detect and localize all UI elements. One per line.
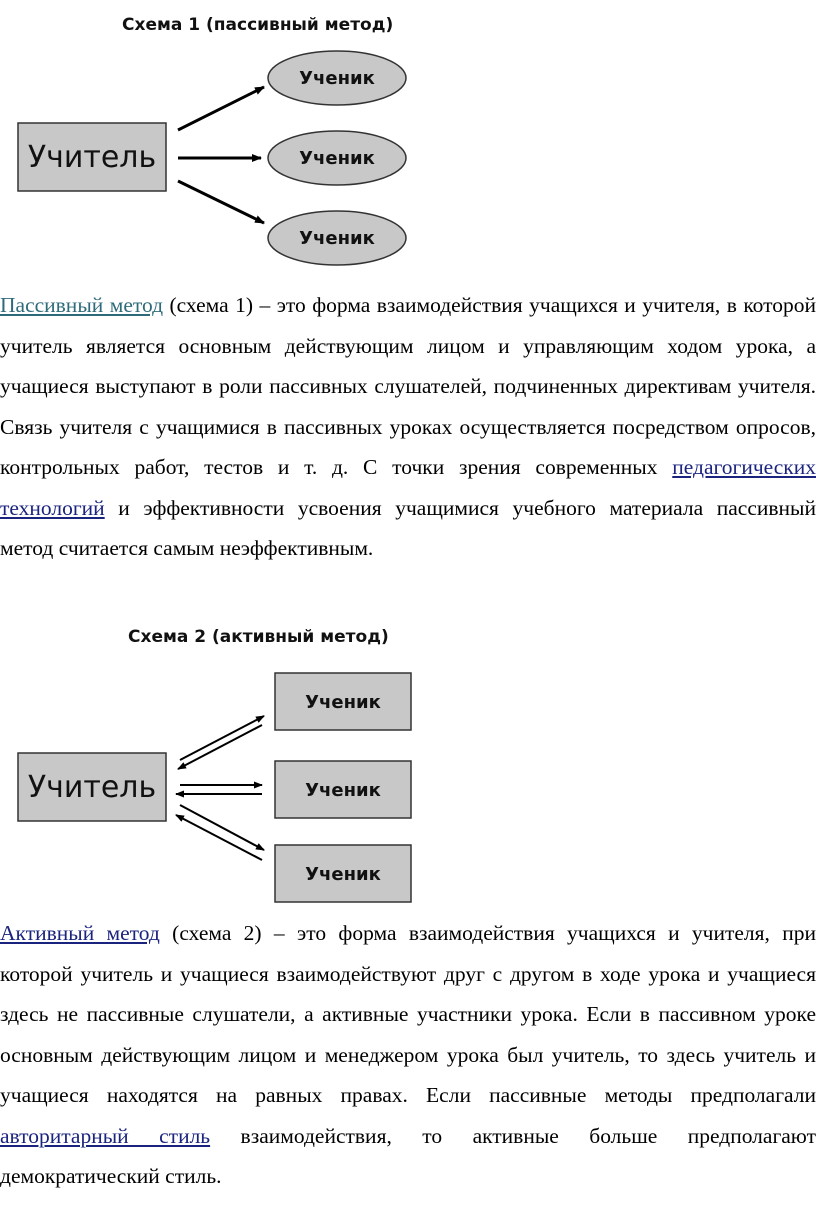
student-ellipse-1 [268,51,406,105]
double-arrow-student-2 [176,785,262,794]
active-method-diagram [0,620,816,910]
student-box-label-2: Ученик [305,780,381,801]
teacher-label-2: Учитель [27,770,157,805]
teacher-box [18,123,166,191]
student-label-3: Ученик [299,228,375,249]
paragraph2-text-2: взаимодействия, то активные больше предполагают демократический стиль. [0,1123,816,1188]
double-arrow-student-3 [176,805,264,860]
active-method-link[interactable]: Активный метод [0,921,160,945]
passive-method-paragraph [0,285,816,569]
double-arrow-student-1 [178,716,264,769]
student-ellipse-2 [268,131,406,185]
student-box-3 [275,845,411,902]
student-ellipse-3 [268,211,406,265]
passive-method-diagram [0,0,816,275]
diagram2-caption: Схема 2 (активный метод) [128,627,389,647]
student-box-label-1: Ученик [305,692,381,713]
student-label-1: Ученик [299,68,375,89]
student-label-2: Ученик [299,148,375,169]
student-box-label-3: Ученик [305,864,381,885]
teacher-label: Учитель [27,140,157,175]
student-box-2 [275,761,411,818]
paragraph1-text-1: (схема 1) – это форма взаимодействия учащихся и учителя, в которой учитель является основным действующим лицом и управляющим ходом урока, а учащиеся выступают в роли пассивных слушателей, подчиненных директивам учителя. Связь учителя с учащимися в пассивных уроках осуществляется посредством опросов, контрольных работ, тестов и т. д. С точки зрения современных [0,293,816,479]
active-method-paragraph [0,913,816,1197]
arrow-to-student-1 [178,87,264,130]
pedagogical-technologies-link[interactable]: педагогических технологий [0,455,816,520]
student-box-1 [275,673,411,730]
arrow-to-student-3 [178,181,264,223]
teacher-box-2 [18,753,166,821]
paragraph1-text-2: и эффективности усвоения учащимися учебного материала пассивный метод считается самым неэффективным. [0,495,816,560]
paragraph2-text-1: (схема 2) – это форма взаимодействия учащихся и учителя, при которой учитель и учащиеся взаимодействуют друг с другом в ходе урока и учащиеся здесь не пассивные слушатели, а активные участники урока. Если в пассивном уроке основным действующим лицом и менеджером урока был учитель, то здесь учитель и учащиеся находятся на равных правах. Если пассивные методы предполагали [0,921,816,1107]
diagram1-caption: Схема 1 (пассивный метод) [122,15,394,35]
passive-method-link[interactable]: Пассивный метод [0,293,164,317]
authoritarian-style-link[interactable]: авторитарный стиль [0,1123,211,1148]
